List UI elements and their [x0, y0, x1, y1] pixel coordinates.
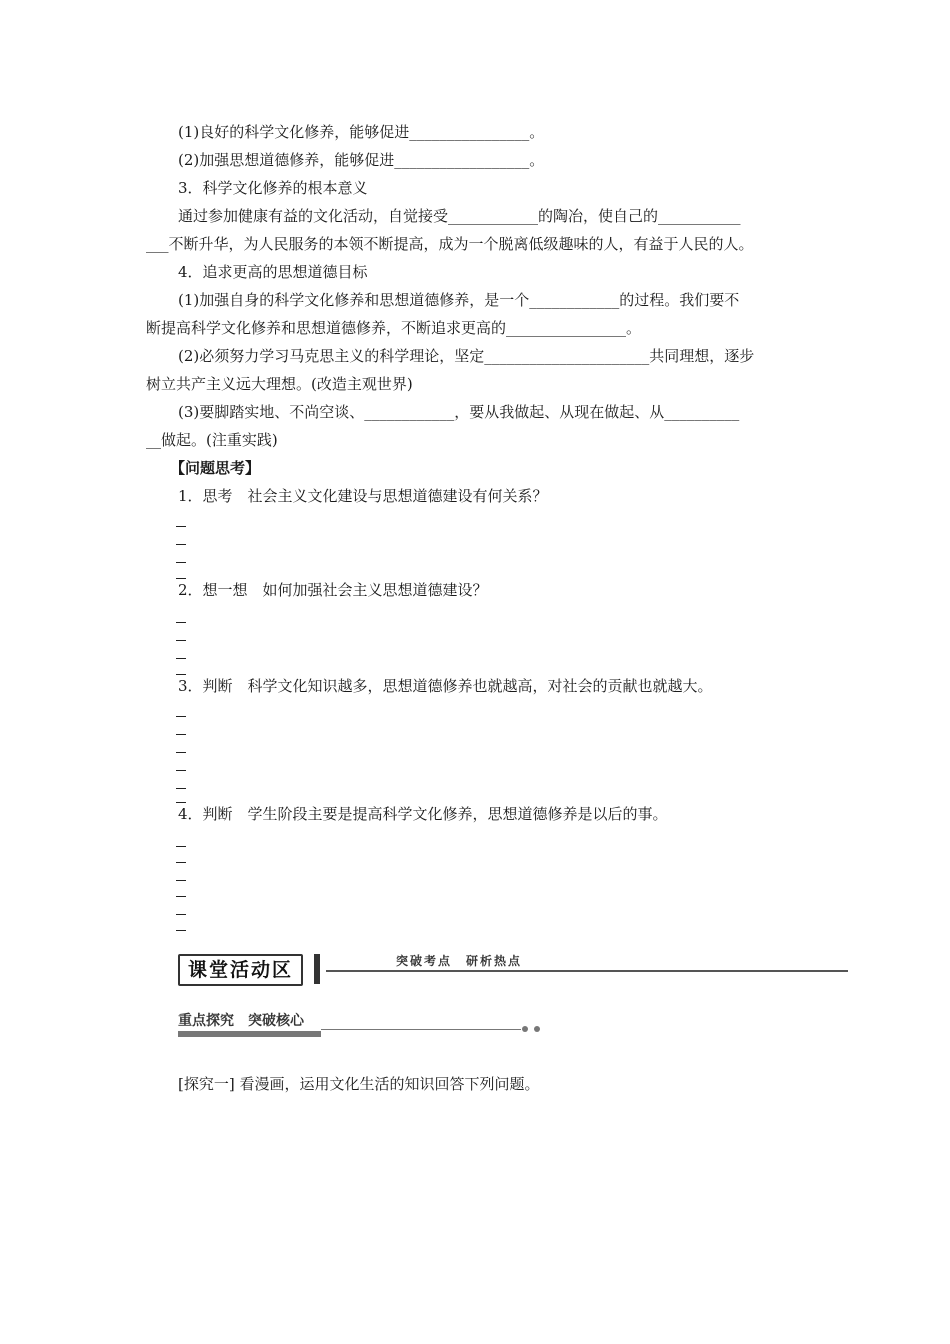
text-line: 断提高科学文化修养和思想道德修养，不断追求更高的________________。	[146, 319, 642, 337]
section-heading: 3．科学文化修养的根本意义	[178, 179, 368, 197]
banner-divider	[314, 954, 320, 984]
answer-line	[176, 578, 186, 579]
text-line: (1)良好的科学文化修养，能够促进________________。	[178, 123, 545, 141]
classroom-activity-banner	[178, 950, 848, 986]
text-line: (2)必须努力学习马克思主义的科学理论，坚定______________________共同理想，逐步	[178, 347, 755, 365]
text-line: (2)加强思想道德修养，能够促进__________________。	[178, 151, 545, 169]
answer-line	[176, 752, 186, 753]
answer-line	[176, 788, 186, 789]
answer-line	[176, 526, 186, 527]
question-1: 1．思考 社会主义文化建设与思想道德建设有何关系？	[178, 487, 548, 505]
answer-line	[176, 658, 186, 659]
exploration-1-prompt: [探究一] 看漫画，运用文化生活的知识回答下列问题。	[178, 1075, 540, 1093]
answer-line	[176, 674, 186, 675]
answer-line	[176, 930, 186, 931]
text-line: (3)要脚踏实地、不尚空谈、____________，要从我做起、从现在做起、从__________	[178, 403, 740, 421]
answer-line	[176, 770, 186, 771]
text-line: __做起。(注重实践)	[146, 431, 278, 449]
answer-line	[176, 862, 186, 863]
answer-line	[176, 880, 186, 881]
answer-line	[176, 734, 186, 735]
answer-line	[176, 622, 186, 623]
section-rule	[321, 1029, 521, 1030]
banner-subtitle: 突破考点 研析热点	[392, 952, 526, 969]
key-exploration-heading	[178, 1012, 548, 1042]
question-4: 4．判断 学生阶段主要是提高科学文化修养，思想道德修养是以后的事。	[178, 805, 668, 823]
text-line: 树立共产主义远大理想。(改造主观世界)	[146, 375, 413, 393]
question-3: 3．判断 科学文化知识越多，思想道德修养也就越高，对社会的贡献也就越大。	[178, 677, 713, 695]
question-2: 2．想一想 如何加强社会主义思想道德建设？	[178, 581, 488, 599]
section-heading: 4．追求更高的思想道德目标	[178, 263, 368, 281]
answer-line	[176, 562, 186, 563]
subsection-heading: 【问题思考】	[170, 459, 261, 477]
answer-line	[176, 802, 186, 803]
text-line: (1)加强自身的科学文化修养和思想道德修养，是一个____________的过程。我们要不	[178, 291, 740, 309]
dot-icon	[534, 1026, 540, 1032]
answer-line	[176, 544, 186, 545]
text-line: 通过参加健康有益的文化活动，自觉接受____________的陶冶，使自己的___________	[178, 207, 741, 225]
answer-line	[176, 896, 186, 897]
dot-icon	[522, 1026, 528, 1032]
banner-title: 课堂活动区	[178, 954, 303, 986]
answer-line	[176, 914, 186, 915]
section-underbar	[178, 1031, 321, 1037]
answer-line	[176, 716, 186, 717]
section-title: 重点探究 突破核心	[178, 1013, 304, 1029]
answer-line	[176, 640, 186, 641]
answer-line	[176, 846, 186, 847]
banner-rule	[326, 970, 848, 972]
text-line: ___不断升华，为人民服务的本领不断提高，成为一个脱离低级趣味的人，有益于人民的人。	[146, 235, 754, 253]
